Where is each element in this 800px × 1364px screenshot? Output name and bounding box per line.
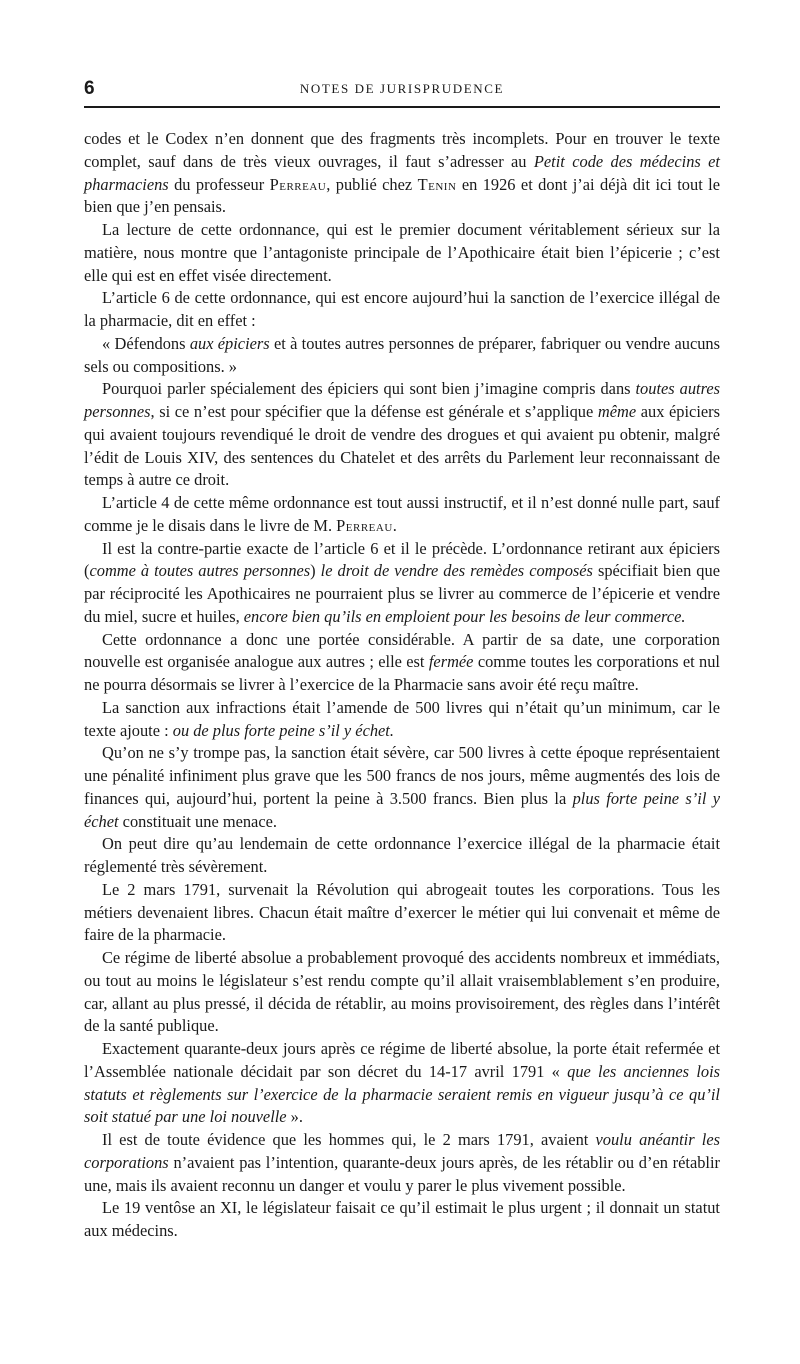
text-run: On peut dire qu’au lendemain de cette ordonnance l’exercice illégal de la pharmacie était réglementé très sévèrement. xyxy=(84,834,720,876)
paragraph xyxy=(84,492,720,538)
running-title: NOTES DE JURISPRUDENCE xyxy=(299,81,505,96)
text-run: ». xyxy=(286,1107,303,1127)
text-run: du professeur xyxy=(168,174,270,194)
paragraph xyxy=(84,1197,720,1243)
text-run: , si ce n’est pour spécifier que la défense est générale et s’applique xyxy=(150,402,598,421)
text-run: Pourquoi parler spécialement des épiciers qui sont bien j’imagine compris dans xyxy=(102,379,636,399)
author-name: Perreau xyxy=(269,174,327,194)
text-run: Il est la contre-partie exacte de l’article 6 et il le précède. L’ordonnance retirant aux épiciers ( xyxy=(84,538,720,581)
text-run: Le 19 ventôse an XI, le législateur faisait ce qu’il estimait le plus urgent ; il donnait un statut aux médecins. xyxy=(84,1198,720,1240)
text-run: Exactement quarante-deux jours après ce régime de liberté absolue, la porte était refermée et l’Assemblée nationale décidait par son décret du 14-17 avril 1791 « xyxy=(84,1039,720,1081)
paragraph xyxy=(84,333,720,379)
header-rule xyxy=(84,106,720,108)
author-name: Tenin xyxy=(417,174,457,194)
text-run: L’article 4 de cette même ordonnance est tout aussi instructif, et il n’est donné nulle part, sauf comme je le disais dans le livre de M. xyxy=(84,493,720,535)
text-run: , publié chez xyxy=(326,174,418,194)
text-run: ) xyxy=(310,561,321,581)
text-run: n’avaient pas l’intention, quarante-deux jours après, de les rétablir ou d’en rétablir une, mais ils avaient reconnu un danger et voulu y parer le plus vivement possible. xyxy=(84,1152,720,1195)
paragraph xyxy=(84,833,720,879)
page-number: 6 xyxy=(84,78,95,99)
italic-text: fermée xyxy=(428,652,474,672)
text-run: constituait une menace. xyxy=(118,811,277,831)
italic-text: toutes autres personnes xyxy=(84,379,720,421)
paragraph xyxy=(84,742,720,833)
italic-text: Petit code des médecins et pharmaciens xyxy=(84,151,720,194)
body-text xyxy=(84,128,720,1243)
text-run: Le 2 mars 1791, survenait la Révolution qui abrogeait toutes les corporations. Tous les métiers devenaient libres. Chacun était maître d’exercer le métier qui lui convenait et même de faire de la pharmacie. xyxy=(84,879,720,945)
text-run: aux épiciers qui avaient toujours revendiqué le droit de vendre des drogues et qui avaient pu obtenir, malgré l’édit de Louis XIV, des sentences du Chatelet et des arrêts du Parlement leur reconnaissant de temps à autre ce droit. xyxy=(84,402,720,490)
text-run: Ce régime de liberté absolue a probablement provoqué des accidents nombreux et immédiats, ou tout au moins le législateur s’est rendu compte qu’il allait vraisemblablement s’en produire, car, allant au plus pressé, il décida de rétablir, au moins provisoirement, des règles dans l’intérêt de la santé publique. xyxy=(84,948,720,1036)
text-run: codes et le Codex n’en donnent que des fragments très incomplets. Pour en trouver le texte complet, sauf dans de très vieux ouvrages, il faut s’adresser au xyxy=(84,129,720,171)
paragraph xyxy=(84,697,720,743)
italic-text: comme à toutes autres personnes xyxy=(89,561,311,581)
page-header xyxy=(84,70,720,98)
text-run: Il est de toute évidence que les hommes qui, le 2 mars 1791, avaient xyxy=(102,1130,596,1149)
text-run: . xyxy=(392,515,397,535)
paragraph xyxy=(84,538,720,629)
text-run: et à toutes autres personnes de préparer, fabriquer ou vendre aucuns sels ou compositions. » xyxy=(84,333,720,376)
paragraph xyxy=(84,947,720,1038)
italic-text: aux épiciers xyxy=(189,333,270,353)
paragraph xyxy=(84,1038,720,1129)
italic-text: encore bien qu’ils en emploient pour les besoins de leur commerce. xyxy=(243,606,686,626)
italic-text: même xyxy=(597,402,637,421)
paragraph xyxy=(84,629,720,697)
author-name: Perreau xyxy=(336,515,393,535)
paragraph xyxy=(84,219,720,287)
italic-text: plus forte peine s’il y échet xyxy=(84,788,720,831)
paragraph xyxy=(84,287,720,333)
paragraph xyxy=(84,879,720,947)
italic-text: le droit de vendre des remèdes composés xyxy=(320,561,593,581)
paragraph xyxy=(84,1129,720,1197)
text-run: en 1926 et dont j’ai déjà dit ici tout le bien que j’en pensais. xyxy=(84,174,720,217)
italic-text: ou de plus forte peine s’il y échet. xyxy=(172,720,394,740)
document-page xyxy=(84,70,720,1243)
paragraph xyxy=(84,378,720,492)
paragraph xyxy=(84,128,720,219)
text-run: spécifiait bien que par réciprocité les Apothicaires ne pourraient plus se livrer au commerce de l’épicerie et vendre du miel, sucre et huiles, xyxy=(84,561,720,626)
text-run: La sanction aux infractions était l’amende de 500 livres qui n’était qu’un minimum, car le texte ajoute : xyxy=(84,697,720,740)
italic-text: voulu anéantir les corporations xyxy=(84,1130,720,1172)
text-run: Qu’on ne s’y trompe pas, la sanction était sévère, car 500 livres à cette époque représentaient une pénalité infiniment plus grave que les 500 francs de nos jours, même augmentés des lois de finances qui, aujourd’hui, portent la peine à 3.500 francs. Bien plus la xyxy=(84,743,720,808)
text-run: La lecture de cette ordonnance, qui est le premier document véritablement sérieux sur la matière, nous montre que l’antagoniste principale de l’Apothicaire était bien l’épicerie ; c’est elle qui est en effet visée directement. xyxy=(84,220,720,285)
text-run: Cette ordonnance a donc une portée considérable. A partir de sa date, une corporation nouvelle est organisée analogue aux autres ; elle est xyxy=(84,629,720,672)
text-run: comme toutes les corporations et nul ne pourra désormais se livrer à l’exercice de la Pharmacie sans avoir été reçu maître. xyxy=(84,652,720,694)
text-run: L’article 6 de cette ordonnance, qui est encore aujourd’hui la sanction de l’exercice illégal de la pharmacie, dit en effet : xyxy=(84,288,720,330)
italic-text: que les anciennes lois statuts et règlements sur l’exercice de la pharmacie seraient remis en vigueur jusqu’à ce qu’il soit statué par une loi nouvelle xyxy=(84,1061,721,1127)
text-run: « Défendons xyxy=(102,333,190,353)
